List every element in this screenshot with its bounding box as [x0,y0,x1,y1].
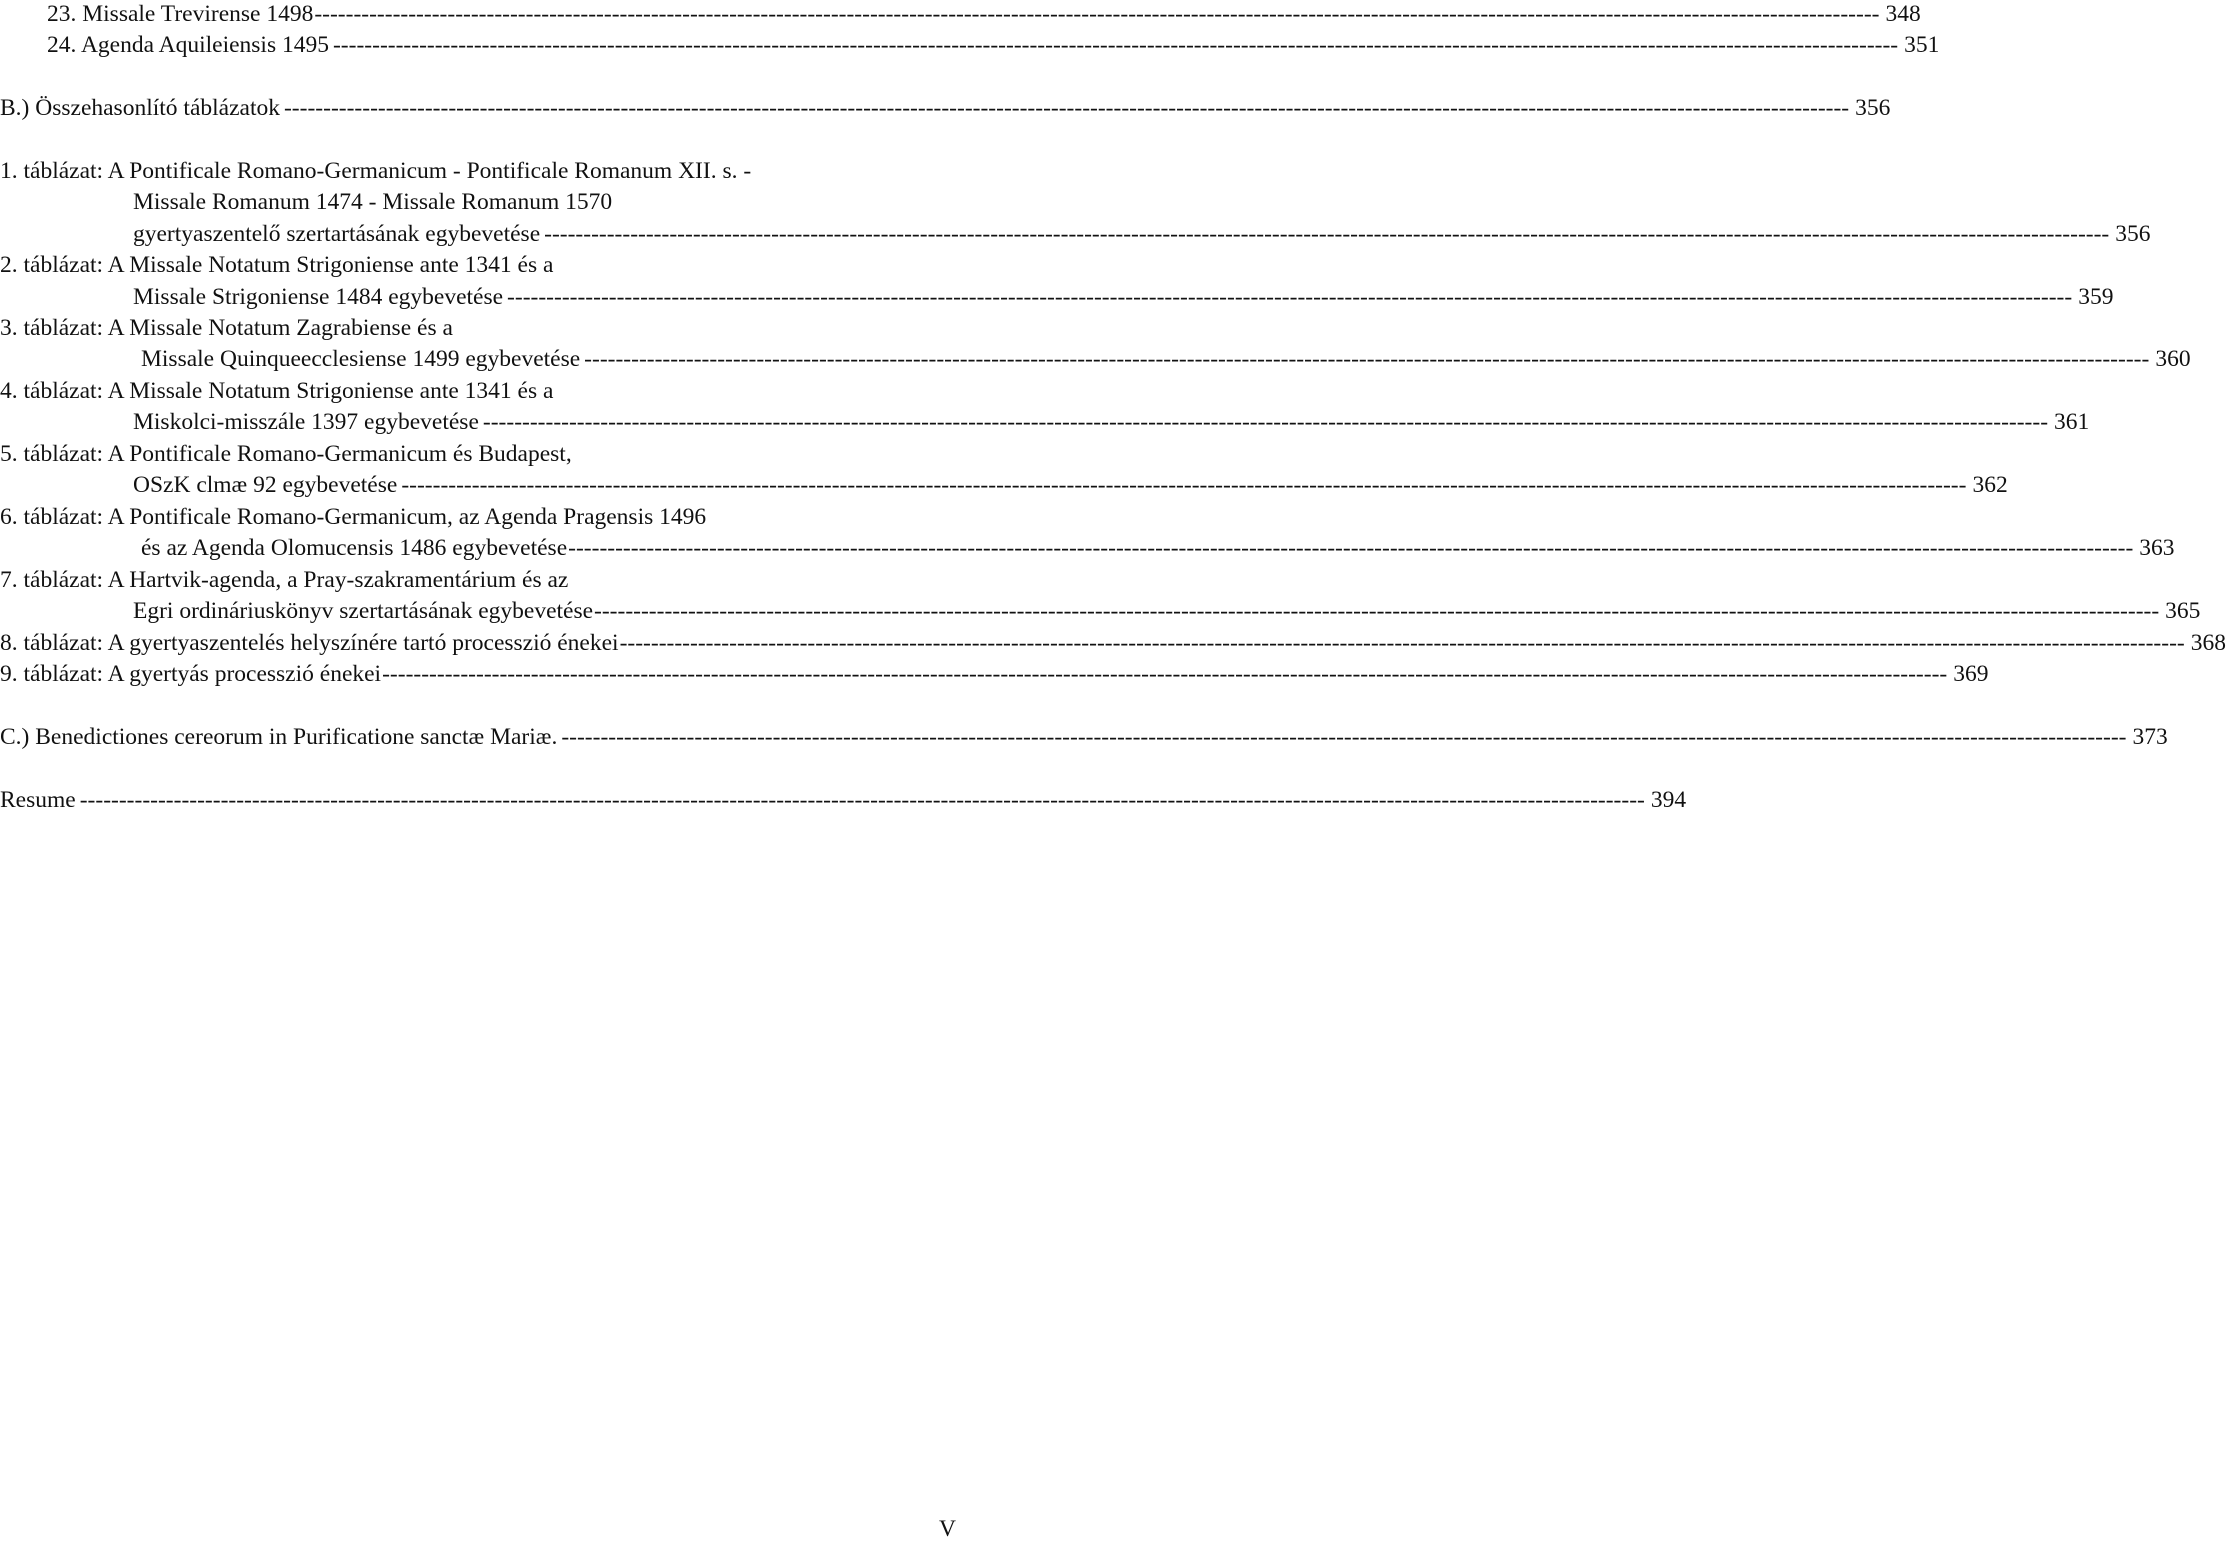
toc-table-7-line-2[interactable] [133,596,2201,627]
toc-page-number: 394 [1650,787,1687,813]
dot-leader: -------------------------------------------------------------------------------------------------------------------------------------------------------------------------------------------------------- [314,1,1880,27]
toc-page-number: 351 [1904,32,1940,58]
toc-table-3-line-1[interactable] [0,313,891,344]
toc-page-number: 356 [2115,221,2151,247]
toc-entry-title: Missale Romanum 1474 - Missale Romanum 1570 [133,189,613,215]
toc-entry-title: 4. táblázat: A Missale Notatum Strigoniense ante 1341 és a [0,378,554,404]
toc-table-1-line-3[interactable] [133,219,2151,250]
toc-table-4-line-1[interactable] [0,376,891,407]
toc-page-number: 359 [2078,284,2114,310]
toc-table-1-line-1[interactable] [0,156,891,187]
dot-leader: -------------------------------------------------------------------------------------------------------------------------------------------------------------------------------------------------------- [401,472,1967,498]
toc-entry-title: gyertyaszentelő szertartásának egybevetése [133,221,541,247]
toc-entry-23[interactable] [47,0,1921,30]
toc-table-9[interactable] [0,659,1989,690]
toc-entry-title: Miskolci-misszále 1397 egybevetése [133,409,479,435]
toc-page-number: 356 [1855,95,1891,121]
toc-resume[interactable] [0,785,1687,816]
toc-section-b[interactable] [0,93,1891,124]
toc-page-number: 361 [2054,409,2090,435]
toc-entry-title: 7. táblázat: A Hartvik-agenda, a Pray-szakramentárium és az [0,567,569,593]
toc-page-number: 365 [2165,598,2201,624]
toc-entry-title: OSzK clmæ 92 egybevetése [133,472,398,498]
toc-page-number: 348 [1885,1,1921,27]
toc-entry-title: 9. táblázat: A gyertyás processzió énekei [0,661,382,687]
toc-entry-title: Missale Strigoniense 1484 egybevetése [133,284,504,310]
page-folio-number: V [939,1516,956,1542]
toc-entry-title: Missale Quinqueecclesiense 1499 egybevetése [141,346,581,372]
toc-entry-title: 2. táblázat: A Missale Notatum Strigoniense ante 1341 és a [0,252,554,278]
toc-table-8[interactable] [0,628,2226,659]
toc-entry-title: 1. táblázat: A Pontificale Romano-Germanicum - Pontificale Romanum XII. s. - [0,158,752,184]
dot-leader: -------------------------------------------------------------------------------------------------------------------------------------------------------------------------------------------------------- [568,535,2134,561]
toc-section-title: C.) Benedictiones cereorum in Purificatione sanctæ Mariæ. [0,724,558,750]
toc-entry-title: 3. táblázat: A Missale Notatum Zagrabiense és a [0,315,453,341]
toc-entry-24[interactable] [47,30,1940,61]
toc-table-2-line-2[interactable] [133,282,2114,313]
toc-section-c[interactable] [0,722,2168,753]
toc-table-6-line-2[interactable] [141,533,2175,564]
dot-leader: -------------------------------------------------------------------------------------------------------------------------------------------------------------------------------------------------------- [584,346,2150,372]
dot-leader: -------------------------------------------------------------------------------------------------------------------------------------------------------------------------------------------------------- [561,724,2127,750]
dot-leader: -------------------------------------------------------------------------------------------------------------------------------------------------------------------------------------------------------- [507,284,2073,310]
toc-page-number: 360 [2155,346,2191,372]
toc-entry-title: Egri ordináriuskönyv szertartásának egybevetése [133,598,594,624]
toc-table-3-line-2[interactable] [141,344,2191,375]
toc-page-number: 363 [2139,535,2175,561]
dot-leader: -------------------------------------------------------------------------------------------------------------------------------------------------------------------------------------------------------- [382,661,1948,687]
toc-section-title: B.) Összehasonlító táblázatok [0,95,280,121]
toc-table-1-line-2[interactable] [133,187,891,218]
toc-page-number: 369 [1953,661,1989,687]
toc-entry-title: 5. táblázat: A Pontificale Romano-Germanicum és Budapest, [0,441,572,467]
toc-entry-title: és az Agenda Olomucensis 1486 egybevetése [141,535,568,561]
toc-table-5-line-2[interactable] [133,470,2008,501]
toc-table-6-line-1[interactable] [0,502,891,533]
toc-entry-title: 23. Missale Trevirense 1498 [47,1,314,27]
toc-table-7-line-1[interactable] [0,565,891,596]
dot-leader: -------------------------------------------------------------------------------------------------------------------------------------------------------------------------------------------------------- [482,409,2049,435]
dot-leader: -------------------------------------------------------------------------------------------------------------------------------------------------------------------------------------------------------- [79,787,1645,813]
dot-leader: -------------------------------------------------------------------------------------------------------------------------------------------------------------------------------------------------------- [283,95,1850,121]
toc-page-number: 368 [2190,630,2226,656]
toc-entry-title: 6. táblázat: A Pontificale Romano-Germanicum, az Agenda Pragensis 1496 [0,504,707,530]
toc-table-2-line-1[interactable] [0,250,891,281]
toc-entry-title: 24. Agenda Aquileiensis 1495 [47,32,329,58]
toc-page-number: 373 [2132,724,2168,750]
toc-table-4-line-2[interactable] [133,407,2090,438]
toc-entry-title: 8. táblázat: A gyertyaszentelés helyszínére tartó processzió énekei [0,630,619,656]
toc-page-number: 362 [1972,472,2008,498]
toc-section-title: Resume [0,787,76,813]
dot-leader: -------------------------------------------------------------------------------------------------------------------------------------------------------------------------------------------------------- [332,32,1899,58]
dot-leader: -------------------------------------------------------------------------------------------------------------------------------------------------------------------------------------------------------- [594,598,2160,624]
dot-leader: -------------------------------------------------------------------------------------------------------------------------------------------------------------------------------------------------------- [619,630,2185,656]
dot-leader: -------------------------------------------------------------------------------------------------------------------------------------------------------------------------------------------------------- [544,221,2110,247]
toc-table-5-line-1[interactable] [0,439,891,470]
